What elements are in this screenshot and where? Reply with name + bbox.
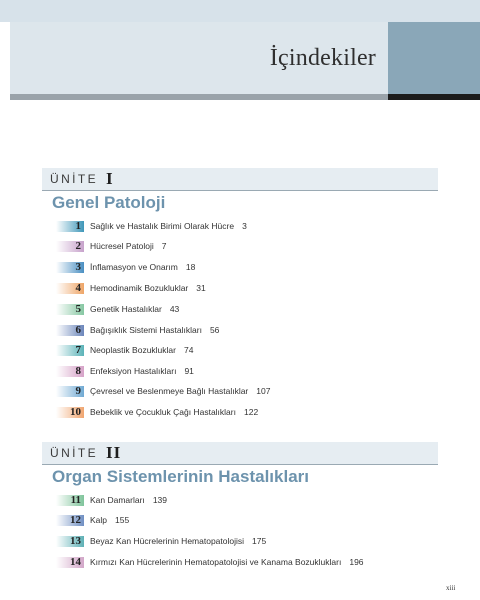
toc-row[interactable] (56, 343, 193, 357)
chapter-number: 10 (70, 406, 81, 418)
unit-header-1 (42, 168, 438, 190)
chapter-title: Kırmızı Kan Hücrelerinin Hematopatolojisi ve Kanama Bozuklukları (90, 557, 342, 567)
chapter-page: 7 (161, 241, 167, 251)
chapter-number: 6 (75, 324, 81, 336)
unit-header-2 (42, 442, 438, 464)
chapter-chip (56, 386, 84, 397)
chapter-chip (56, 345, 84, 356)
chapter-page: 175 (252, 536, 267, 546)
chapter-title: İnflamasyon ve Onarım (90, 262, 178, 272)
chapter-title: Sağlık ve Hastalık Birimi Olarak Hücre (90, 221, 235, 231)
chapter-number: 11 (70, 494, 81, 506)
chapter-chip (56, 262, 84, 273)
unit-number: II (106, 443, 122, 462)
header-accent-block (388, 22, 480, 94)
chapter-page: 74 (183, 345, 194, 355)
chapter-page: 107 (256, 386, 271, 396)
chapter-page: 56 (209, 325, 220, 335)
chapter-number: 12 (70, 514, 81, 526)
chapter-chip (56, 304, 84, 315)
chapter-title: Bağışıklık Sistemi Hastalıkları (90, 325, 202, 335)
chapter-title: Kalp (90, 515, 108, 525)
chapter-page: 31 (196, 283, 206, 293)
chapter-number: 14 (70, 556, 81, 568)
chapter-page: 91 (184, 366, 194, 376)
chapter-chip (56, 536, 84, 547)
toc-row[interactable] (56, 219, 247, 233)
toc-row[interactable] (56, 323, 219, 337)
unit-label: ÜNİTE (50, 446, 98, 460)
page-number: xiii (446, 584, 456, 592)
chapter-chip (56, 407, 84, 418)
chapter-number: 4 (75, 282, 81, 294)
header-rule-accent (388, 94, 480, 100)
header-band (10, 22, 388, 94)
page-title: İçindekiler (269, 44, 376, 71)
toc-row[interactable] (56, 493, 167, 507)
chapter-title: Bebeklik ve Çocukluk Çağı Hastalıkları (90, 407, 236, 417)
chapter-number: 9 (75, 385, 81, 397)
chapter-page: 196 (349, 557, 364, 567)
chapter-title: Neoplastik Bozukluklar (90, 345, 176, 355)
chapter-chip (56, 241, 84, 252)
chapter-number: 3 (75, 261, 81, 273)
toc-row[interactable] (56, 260, 195, 274)
header-rule (10, 94, 388, 100)
chapter-title: Çevresel ve Beslenmeye Bağlı Hastalıklar (90, 386, 249, 396)
chapter-page: 18 (185, 262, 196, 272)
unit-title-2: Organ Sistemlerinin Hastalıkları (52, 467, 309, 486)
chapter-title: Kan Damarları (90, 495, 145, 505)
toc-row[interactable] (56, 302, 179, 316)
chapter-title: Genetik Hastalıklar (90, 304, 162, 314)
chapter-page: 3 (242, 221, 247, 231)
chapter-chip (56, 221, 84, 232)
chapter-page: 43 (169, 304, 180, 314)
chapter-chip (56, 283, 84, 294)
toc-row[interactable] (56, 513, 129, 527)
unit-label: ÜNİTE (50, 172, 98, 186)
chapter-number: 7 (75, 344, 81, 356)
toc-row[interactable] (56, 534, 266, 548)
toc-row[interactable] (56, 384, 270, 398)
toc-row[interactable] (56, 239, 167, 253)
chapter-number: 1 (75, 220, 81, 232)
chapter-page: 122 (243, 407, 259, 417)
toc-row[interactable] (56, 405, 258, 419)
unit-title-1: Genel Patoloji (52, 193, 166, 212)
chapter-chip (56, 515, 84, 526)
chapter-title: Enfeksiyon Hastalıkları (90, 366, 177, 376)
toc-row[interactable] (56, 555, 364, 569)
chapter-page: 139 (152, 495, 167, 505)
chapter-number: 2 (75, 240, 81, 252)
unit-number: I (106, 169, 114, 188)
toc-row[interactable] (56, 364, 194, 378)
chapter-number: 13 (70, 535, 81, 547)
chapter-title: Hücresel Patoloji (90, 241, 154, 251)
chapter-title: Beyaz Kan Hücrelerinin Hematopatolojisi (90, 536, 245, 546)
chapter-number: 8 (75, 365, 81, 377)
chapter-number: 5 (75, 303, 81, 315)
chapter-page: 155 (115, 515, 130, 525)
chapter-chip (56, 557, 84, 568)
toc-row[interactable] (56, 281, 206, 295)
chapter-chip (56, 366, 84, 377)
top-strip (0, 0, 480, 22)
chapter-title: Hemodinamik Bozukluklar (90, 283, 189, 293)
chapter-chip (56, 495, 84, 506)
chapter-chip (56, 325, 84, 336)
